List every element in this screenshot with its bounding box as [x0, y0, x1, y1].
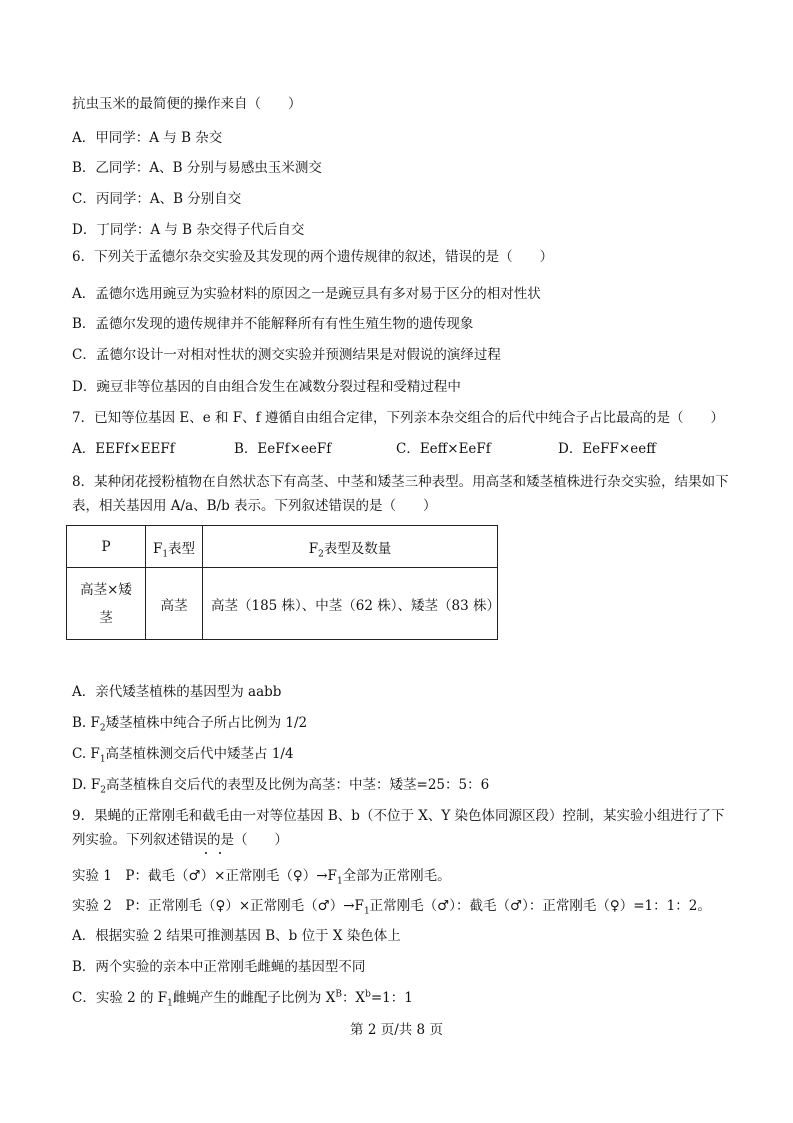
table-header-f2: $F_2$表型及数量 — [203, 526, 498, 568]
q6-option-d: D．豌豆非等位基因的自由组合发生在减数分裂过程和受精过程中 — [72, 379, 461, 395]
q9-stem: 9．果蝇的正常刚毛和截毛由一对等位基因 B、b（不位于 X、Y 染色体同源区段）控制，某实验小组进行了下列实验。下列叙述错误的是（ ） — [72, 808, 725, 848]
q8-option-c: C. $F_1$高茎植株测交后代中矮茎占 1/4 — [72, 746, 294, 765]
q7-options — [72, 439, 732, 459]
table-cell-f2: 高茎（185 株）、中茎（62 株）、矮茎（83 株） — [203, 568, 498, 640]
q9-option-b: B．两个实验的亲本中正常刚毛雌蝇的基因型不同 — [72, 959, 366, 975]
q6-option-a: A．孟德尔选用豌豆为实验材料的原因之一是豌豆具有多对易于区分的相对性状 — [72, 286, 541, 302]
q7-option-b: B．EeFf×eeFf — [234, 441, 332, 457]
emphasis-dot — [219, 852, 221, 854]
q7-option-c: C．Eeff×EeFf — [396, 441, 491, 457]
page-number-footer: 第 2 页/共 8 页 — [350, 1022, 443, 1038]
q7-stem: 7．已知等位基因 E、e 和 F、f 遵循自由组合定律，下列亲本杂交组合的后代中纯合子占比最高的是（ ） — [72, 410, 724, 426]
q8-option-b: B. $F_2$矮茎植株中纯合子所占比例为 1/2 — [72, 715, 308, 734]
q7-option-d: D．EeFF×eeff — [558, 441, 656, 457]
q5-option-b: B．乙同学：A、B 分别与易感虫玉米测交 — [72, 160, 322, 176]
q6-option-c: C．孟德尔设计一对相对性状的测交实验并预测结果是对假说的演绎过程 — [72, 347, 501, 363]
q9-option-a: A．根据实验 2 结果可推测基因 B、b 位于 X 染色体上 — [72, 928, 401, 944]
q5-option-d: D．丁同学：A 与 B 杂交得子代后自交 — [72, 222, 305, 238]
table-row — [67, 568, 498, 640]
q5-option-c: C．丙同学：A、B 分别自交 — [72, 191, 242, 207]
q8-stem: 8．某种闭花授粉植物在自然状态下有高茎、中茎和矮茎三种表型。用高茎和矮茎植株进行杂交实验，结果如下表，相关基因用 A/a、B/b 表示。下列叙述错误的是（ ） — [72, 474, 729, 514]
experiment-1: 实验 1 P：截毛（♂）×正常刚毛$(♀)\to F_1$全部为正常刚毛。 — [72, 868, 451, 887]
q8-option-d: D. $F_2$高茎植株自交后代的表型及比例为高茎：中茎：矮茎=25：5：6 — [72, 777, 490, 796]
q6-option-b: B．孟德尔发现的遗传规律并不能解释所有有性生殖生物的遗传现象 — [72, 316, 474, 332]
q5-stem: 抗虫玉米的最简便的操作来自（ ） — [72, 96, 302, 112]
q8-table — [66, 525, 498, 640]
q5-option-a: A．甲同学：A 与 B 杂交 — [72, 130, 223, 146]
table-header-p: P — [67, 526, 146, 568]
q7-option-a: A．EEFf×EEFf — [72, 441, 175, 457]
table-cell-f1: 高茎 — [146, 568, 203, 640]
q9-option-c: C．实验 2 的 $F_1$雌蝇产生的雌配子比例为 $X^B$：$X^b=1$：1 — [72, 989, 413, 1009]
table-header-row — [67, 526, 498, 568]
emphasis-dot — [205, 852, 207, 854]
table-cell-p: 高茎×矮茎 — [67, 568, 146, 640]
table-header-f1: $F_1$表型 — [146, 526, 203, 568]
q6-stem: 6．下列关于孟德尔杂交实验及其发现的两个遗传规律的叙述，错误的是（ ） — [72, 249, 554, 265]
q8-option-a: A．亲代矮茎植株的基因型为 aabb — [72, 684, 282, 700]
experiment-2: 实验 2 P：正常刚毛（♀）×正常刚毛$(♂)\to F_1$正常刚毛（♂）：截毛（♂）：正常刚毛（♀）=1：1：2。 — [72, 898, 711, 917]
